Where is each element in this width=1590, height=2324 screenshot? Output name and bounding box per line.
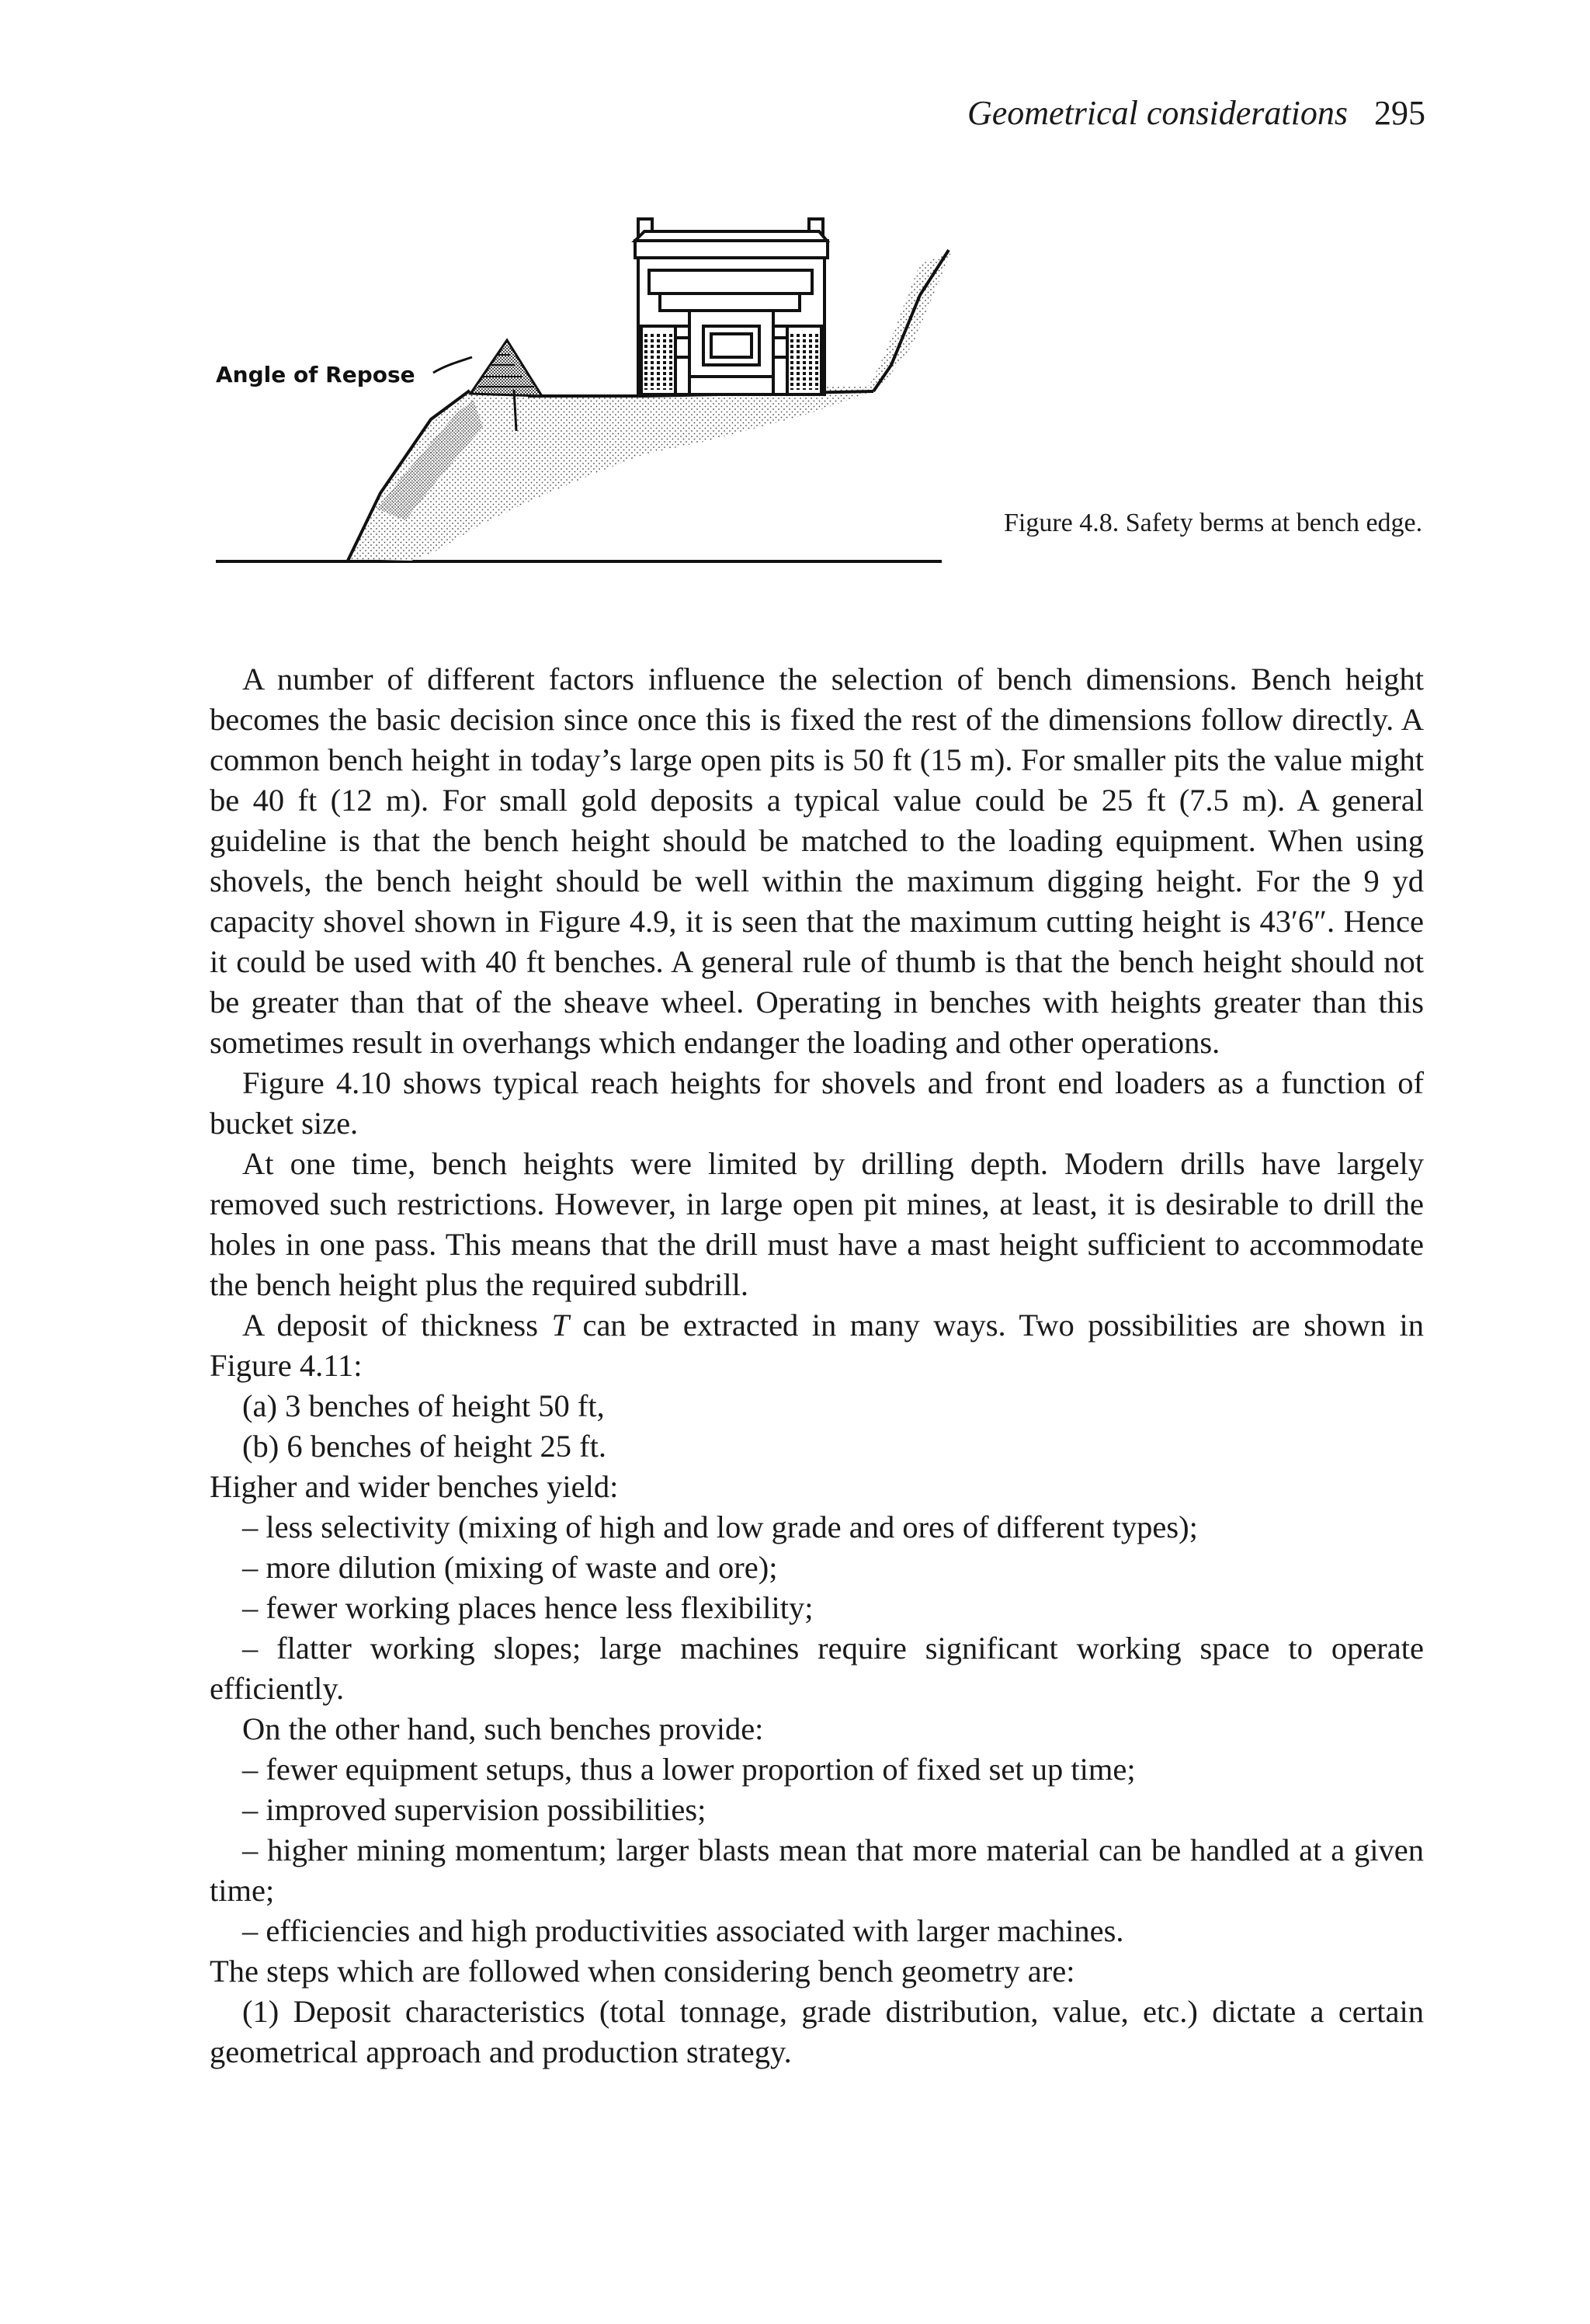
option-item: (a) 3 benches of height 50 ft, <box>242 1388 605 1423</box>
repose-pointer <box>433 357 472 373</box>
figure-safety-berms <box>210 210 986 575</box>
option-item: (b) 6 benches of height 25 ft. <box>242 1429 606 1464</box>
running-head-title: Geometrical considerations <box>967 94 1348 132</box>
list-intro: The steps which are followed when considering bench geometry are: <box>210 1954 1075 1989</box>
list-intro: On the other hand, such benches provide: <box>242 1711 764 1746</box>
step-item: (1) Deposit characteristics (total tonnage, grade distribution, value, etc.) dictate a certain geometrical approach and production strategy. <box>210 1994 1424 2069</box>
thickness-variable: T <box>551 1308 569 1343</box>
thickness-text-before: A deposit of thickness <box>242 1308 552 1343</box>
list-item: – flatter working slopes; large machines require significant working space to operate efficiently. <box>210 1631 1424 1706</box>
list-item: – less selectivity (mixing of high and low grade and ores of different types); <box>242 1509 1198 1544</box>
angle-of-repose-label: Angle of Repose <box>216 362 415 387</box>
paragraph: A number of different factors influence the selection of bench dimensions. Bench height becomes the basic decision since once this is fixed the rest of the dimensions follow directly. A common bench height in today’s large open pits is 50 ft (15 m). For smaller pits the value might be 40 ft (12 m). For small gold deposits a typical value could be 25 ft (7.5 m). A general guideline is that the bench height should be matched to the loading equipment. When using shovels, the bench height should be well within the maximum digging height. For the 9 yd capacity shovel shown in Figure 4.9, it is seen that the maximum cutting height is 43′6″. Hence it could be used with 40 ft benches. A general rule of thumb is that the bench height should not be greater than that of the sheave wheel. Operating in benches with heights greater than this sometimes result in overhangs which endanger the loading and other operations. <box>210 662 1424 1060</box>
paragraph-thickness <box>210 1305 1424 1386</box>
list-item: – fewer equipment setups, thus a lower proportion of fixed set up time; <box>242 1752 1136 1787</box>
safety-berm <box>470 340 542 396</box>
thickness-text-after: can be extracted in many ways. Two possibilities are shown in Figure 4.11: <box>210 1308 1424 1383</box>
body-text <box>210 659 1424 2072</box>
paragraph: At one time, bench heights were limited by drilling depth. Modern drills have largely removed such restrictions. However, in large open pit mines, at least, it is desirable to drill the holes in one pass. This means that the drill must have a mast height sufficient to accommodate the bench height plus the required subdrill. <box>210 1146 1424 1302</box>
list-item: – more dilution (mixing of waste and ore); <box>242 1550 778 1585</box>
list-item: – fewer working places hence less flexibility; <box>242 1590 814 1625</box>
figure-drawing <box>210 210 986 575</box>
paragraph: Figure 4.10 shows typical reach heights for shovels and front end loaders as a function of bucket size. <box>210 1065 1424 1141</box>
list-item: – improved supervision possibilities; <box>242 1792 706 1827</box>
page-number: 295 <box>1374 94 1425 132</box>
list-intro: Higher and wider benches yield: <box>210 1469 619 1504</box>
haul-truck <box>635 219 828 394</box>
running-head <box>967 92 1425 135</box>
figure-caption: Figure 4.8. Safety berms at bench edge. <box>1004 509 1423 537</box>
list-item: – efficiencies and high productivities associated with larger machines. <box>242 1913 1124 1948</box>
list-item: – higher mining momentum; larger blasts mean that more material can be handled at a given time; <box>210 1832 1424 1908</box>
